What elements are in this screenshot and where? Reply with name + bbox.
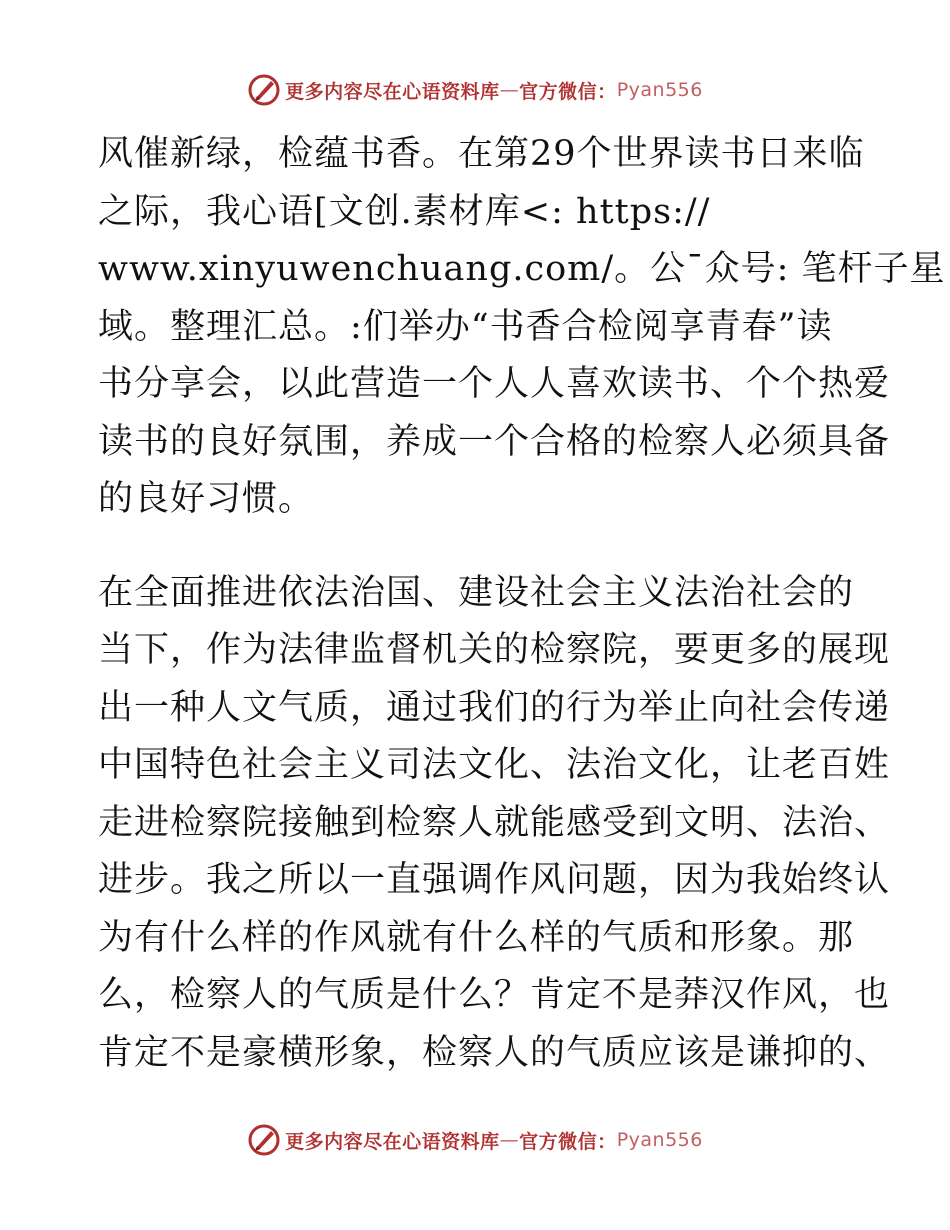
text-line: 为有什么样的作风就有什么样的气质和形象。那 [98,917,855,958]
text-line: 的良好习惯。 [98,479,315,519]
text-line: www.xinyuwenchuang.com/。公¯众号: 笔杆子星 [98,249,946,289]
text-line: 域。整理汇总。:们举办“书香合检阅享青春”读 [98,306,833,347]
text-line: 肯定不是豪横形象，检察人的气质应该是谦抑的、 [98,1032,891,1073]
text-line: 在全面推进依法治国、建设社会主义法治社会的 [98,572,855,613]
pen-circle-logo-icon [247,73,281,107]
text-line: 出一种人文气质，通过我们的行为举止向社会传递 [98,687,891,728]
banner-dash: — [499,79,520,101]
banner-main-text: 更多内容尽在心语资料库 [285,80,500,103]
header-banner [0,70,950,110]
text-line: 读书的良好氛围，养成一个合格的检察人必须具备 [98,421,891,462]
footer-banner [0,1120,950,1160]
banner-wechat-label: 官方微信： [519,1130,617,1153]
text-line: 中国特色社会主义司法文化、法治文化，让老百姓 [98,745,891,785]
pen-circle-logo-icon [247,1123,281,1157]
banner-dash: — [499,1129,520,1151]
text-line: 么，检察人的气质是什么？肯定不是莽汉作风，也 [98,975,891,1015]
document-body [98,126,946,1082]
banner-wechat-id: Pyan556 [616,79,703,101]
banner-content [247,73,703,107]
banner-content [247,1123,703,1157]
text-line: 书分享会，以此营造一个人人喜欢读书、个个热爱 [98,364,891,404]
banner-wechat-id: Pyan556 [616,1129,703,1151]
paragraph-spacer [98,529,858,565]
banner-wechat-label: 官方微信： [519,80,617,103]
text-line: 进步。我之所以一直强调作风问题，因为我始终认 [98,860,891,900]
text-line: 之际，我心语[文创.素材库<: https:// [98,191,711,232]
text-line: 当下，作为法律监督机关的检察院，要更多的展现 [98,630,891,670]
paragraph-2 [98,565,891,1083]
paragraph-1 [98,126,946,529]
text-line: 风催新绿，检蕴书香。在第29个世界读书日来临 [98,134,865,174]
text-line: 走进检察院接触到检察人就能感受到文明、法治、 [98,802,891,843]
banner-main-text: 更多内容尽在心语资料库 [285,1130,500,1153]
